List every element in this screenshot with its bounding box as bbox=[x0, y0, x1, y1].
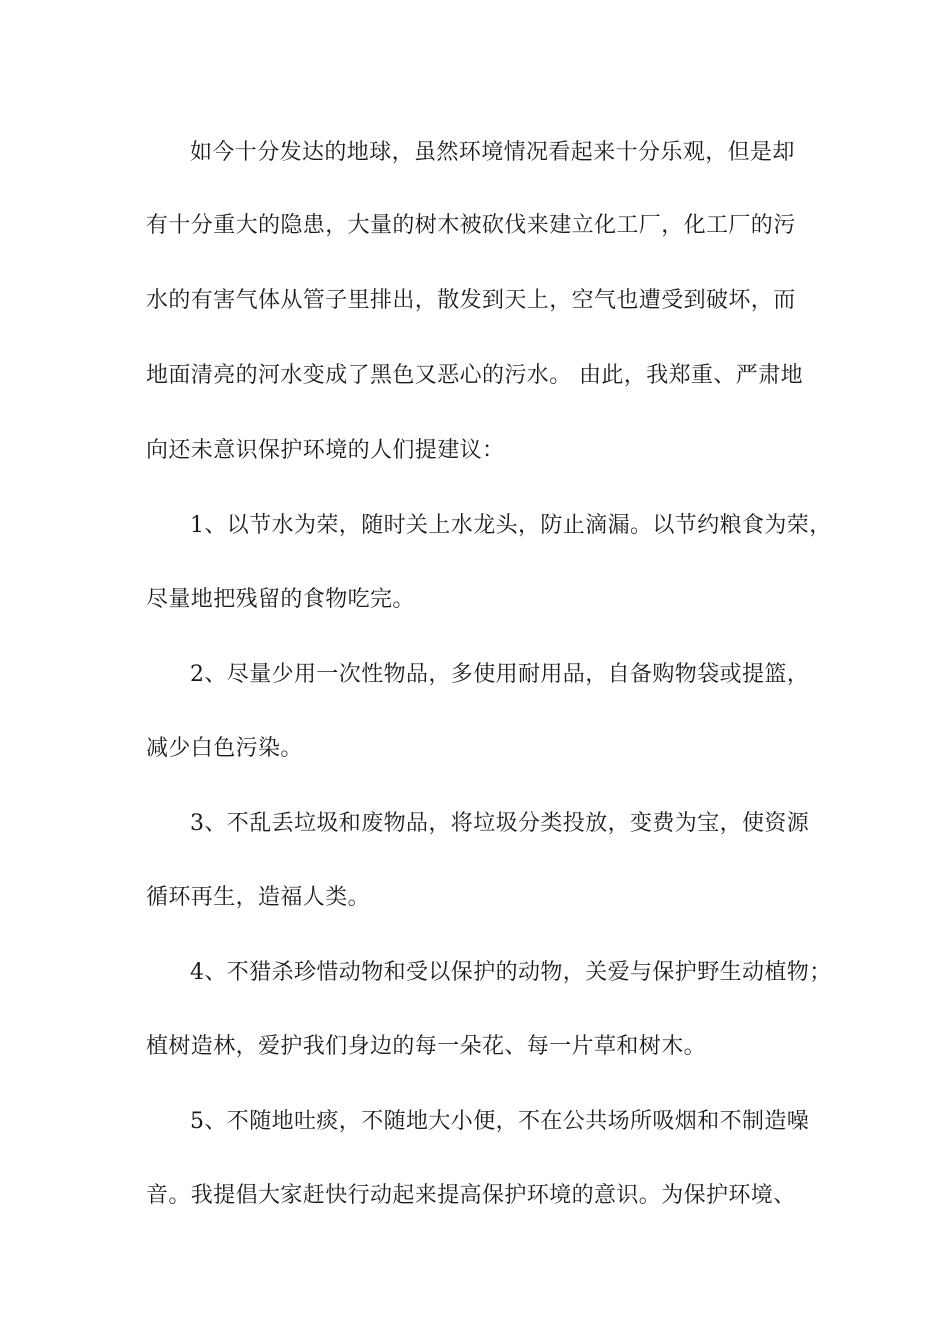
suggestion-4-line-1: 4、不猎杀珍惜动物和受以保护的动物，关爱与保护野生动植物； bbox=[190, 960, 832, 985]
paragraph-intro-line-2: 有十分重大的隐患，大量的树木被砍伐来建立化工厂，化工厂的污 bbox=[146, 213, 796, 238]
paragraph-intro-line-1: 如今十分发达的地球，虽然环境情况看起来十分乐观，但是却 bbox=[190, 140, 795, 165]
suggestion-3-line-1: 3、不乱丢垃圾和废物品，将垃圾分类投放，变费为宝，使资源 bbox=[190, 811, 810, 836]
suggestion-1-line-2: 尽量地把残留的食物吃完。 bbox=[146, 587, 415, 612]
paragraph-intro-line-5: 向还未意识保护环境的人们提建议： bbox=[146, 438, 505, 463]
paragraph-intro-line-4: 地面清亮的河水变成了黑色又恶心的污水。 由此，我郑重、严肃地 bbox=[146, 363, 803, 388]
suggestion-5-line-1: 5、不随地吐痰，不随地大小便，不在公共场所吸烟和不制造噪 bbox=[190, 1109, 810, 1134]
suggestion-1-line-1: 1、以节水为荣，随时关上水龙头，防止滴漏。以节约粮食为荣， bbox=[190, 513, 832, 538]
suggestion-5-line-2: 音。我提倡大家赶快行动起来提高保护环境的意识。为保护环境、 bbox=[146, 1183, 796, 1208]
suggestion-2-line-1: 2、尽量少用一次性物品，多使用耐用品，自备购物袋或提篮， bbox=[190, 662, 810, 687]
paragraph-intro-line-3: 水的有害气体从管子里排出，散发到天上，空气也遭受到破坏，而 bbox=[146, 288, 796, 313]
suggestion-3-line-2: 循环再生，造福人类。 bbox=[146, 885, 371, 910]
suggestion-4-line-2: 植树造林，爱护我们身边的每一朵花、每一片草和树木。 bbox=[146, 1034, 707, 1059]
suggestion-2-line-2: 减少白色污染。 bbox=[146, 736, 303, 761]
